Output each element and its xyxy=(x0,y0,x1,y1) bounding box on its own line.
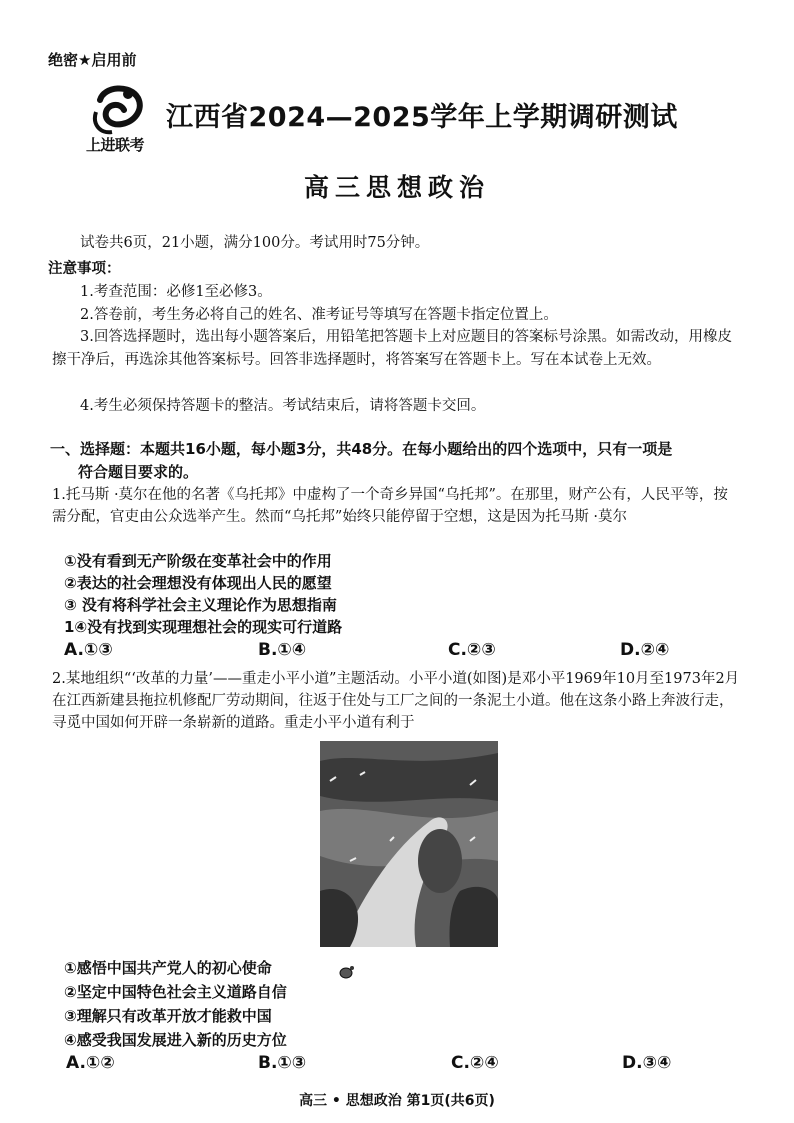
q1-answer-b: B.①④ xyxy=(258,640,307,660)
question-2-stem: 2.某地组织“‘改革的力量’——重走小平小道”主题活动。小平小道(如图)是邓小平1969年10月至1973年2月在江西新建县拖拉机修配厂劳动期间，往返于住处与工厂之间的一条泥土小道。他在这条小路上奔波行走，寻觅中国如何开辟一条崭新的道路。重走小平小道有利于 xyxy=(52,671,740,731)
page-footer: 高三 • 思想政治 第1页(共6页) xyxy=(299,1093,495,1109)
q2-answer-a: A.①② xyxy=(66,1053,115,1073)
question-1-stem: 1.托马斯 ·莫尔在他的名著《乌托邦》中虚构了一个奇乡异国“乌托邦”。在那里，财产公有，人民平等，按需分配，官吏由公众选举产生。然而“乌托邦”始终只能停留于空想，这是因为托马斯 ·莫尔 xyxy=(52,487,728,525)
q1-statement: ①没有看到无产阶级在变革社会中的作用 xyxy=(64,552,332,570)
exam-title: 江西省2024—2025学年上学期调研测试 xyxy=(166,102,678,133)
q1-statement: ②表达的社会理想没有体现出人民的愿望 xyxy=(64,574,332,592)
section-heading-line2: 符合题目要求的。 xyxy=(78,463,199,481)
q2-answer-d: D.③④ xyxy=(622,1053,672,1073)
q2-statement: ④感受我国发展进入新的历史方位 xyxy=(64,1031,287,1049)
q2-statement: ①感悟中国共产党人的初心使命 xyxy=(64,959,272,977)
q1-statement: ③ 没有将科学社会主义理论作为思想指南 xyxy=(64,596,337,614)
note-item: 3.回答选择题时，选出每小题答案后，用铅笔把答题卡上对应题目的答案标号涂黑。如需改动，用橡皮擦干净后，再选涂其他答案标号。回答非选择题时，将答案写在答题卡上。写在本试卷上无效。 xyxy=(52,329,732,368)
note-item: 1.考查范围：必修1至必修3。 xyxy=(80,284,272,300)
notes-heading: 注意事项： xyxy=(48,261,121,277)
logo-text: 上进联考 xyxy=(86,136,145,154)
exam-intro: 试卷共6页，21小题，满分100分。考试用时75分钟。 xyxy=(80,235,430,251)
q2-answer-b: B.①③ xyxy=(258,1053,307,1073)
path-photo xyxy=(320,741,498,947)
note-item: 4.考生必须保持答题卡的整洁。考试结束后，请将答题卡交回。 xyxy=(80,398,486,414)
q2-statement: ③理解只有改革开放才能救中国 xyxy=(64,1007,272,1025)
q2-statement: ②坚定中国特色社会主义道路自信 xyxy=(64,983,287,1001)
q1-answer-c: C.②③ xyxy=(448,640,496,660)
turtle-icon xyxy=(336,962,356,982)
note-item: 2.答卷前，考生务必将自己的姓名、准考证号等填写在答题卡指定位置上。 xyxy=(80,307,558,323)
q1-statement: 1④没有找到实现理想社会的现实可行道路 xyxy=(64,618,343,636)
q2-answer-c: C.②④ xyxy=(451,1053,499,1073)
q1-answer-a: A.①③ xyxy=(64,640,113,660)
q1-answer-d: D.②④ xyxy=(620,640,670,660)
subject-title: 高三思想政治 xyxy=(303,173,490,202)
section-heading-line1: 一、选择题：本题共16小题，每小题3分，共48分。在每小题给出的四个选项中，只有一项是 xyxy=(50,440,673,458)
confidential-label: 绝密★启用前 xyxy=(48,51,137,69)
section-heading xyxy=(50,438,740,484)
